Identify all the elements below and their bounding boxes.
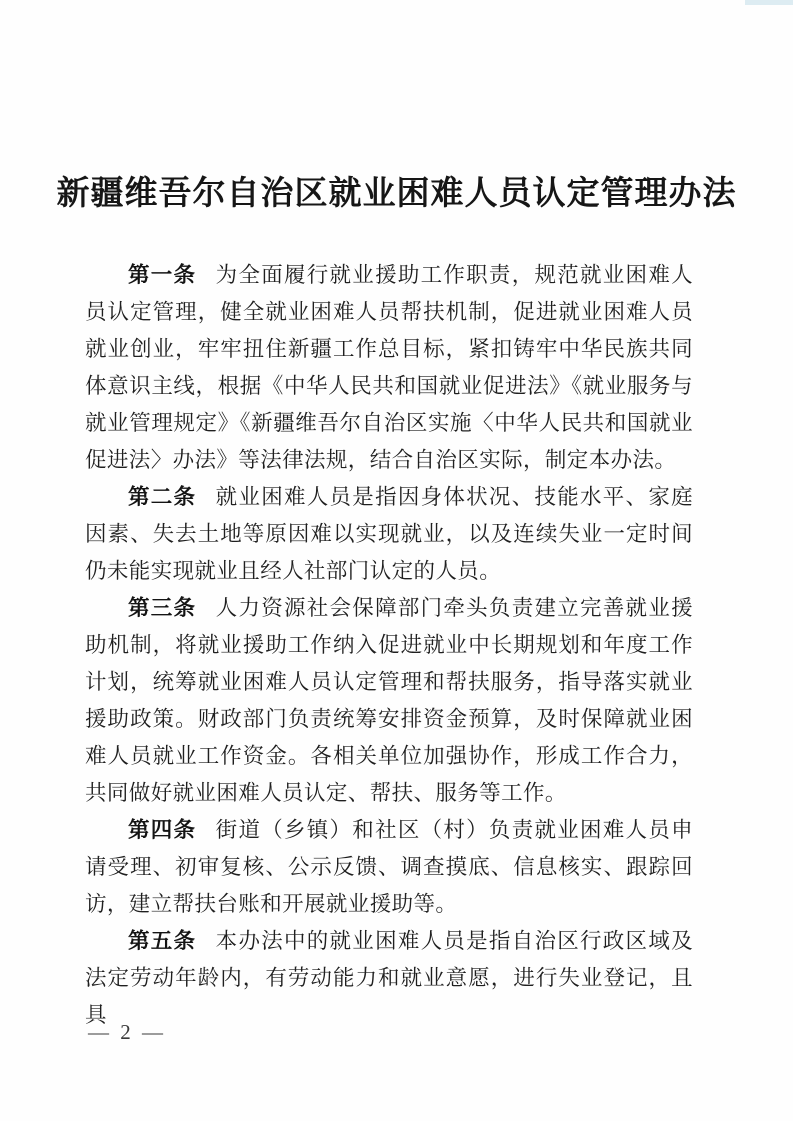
article-label: 第一条 (128, 263, 197, 287)
scan-artifact (745, 0, 793, 5)
article-paragraph (85, 923, 693, 1034)
document-title: 新疆维吾尔自治区就业困难人员认定管理办法 (56, 176, 737, 212)
article-text: 人力资源社会保障部门牵头负责建立完善就业援助机制，将就业援助工作纳入促进就业中长期规划和年度工作计划，统筹就业困难人员认定管理和帮扶服务，指导落实就业援助政策。财政部门负责统筹安排资金预算，及时保障就业困难人员就业工作资金。各相关单位加强协作，形成工作合力，共同做好就业困难人员认定、帮扶、服务等工作。 (85, 596, 694, 805)
article-label: 第二条 (128, 485, 197, 509)
article-label: 第四条 (128, 818, 197, 842)
article-paragraph (85, 590, 693, 812)
article-paragraph (85, 257, 693, 479)
page-number: — 2 — (88, 1020, 166, 1044)
article-label: 第五条 (128, 929, 197, 953)
article-paragraph (85, 812, 693, 923)
article-text: 为全面履行就业援助工作职责，规范就业困难人员认定管理，健全就业困难人员帮扶机制，促进就业困难人员就业创业，牢牢扭住新疆工作总目标，紧扣铸牢中华民族共同体意识主线，根据《中华人民共和国就业促进法》《就业服务与就业管理规定》《新疆维吾尔自治区实施〈中华人民共和国就业促进法〉办法》等法律法规，结合自治区实际，制定本办法。 (85, 263, 694, 472)
document-body (85, 257, 693, 1034)
article-paragraph (85, 479, 693, 590)
article-text: 街道（乡镇）和社区（村）负责就业困难人员申请受理、初审复核、公示反馈、调查摸底、信息核实、跟踪回访，建立帮扶台账和开展就业援助等。 (85, 818, 694, 916)
article-label: 第三条 (128, 596, 197, 620)
article-text: 本办法中的就业困难人员是指自治区行政区域及法定劳动年龄内，有劳动能力和就业意愿，进行失业登记，且具 (85, 929, 694, 1027)
article-text: 就业困难人员是指因身体状况、技能水平、家庭因素、失去土地等原因难以实现就业，以及连续失业一定时间仍未能实现就业且经人社部门认定的人员。 (85, 485, 694, 583)
